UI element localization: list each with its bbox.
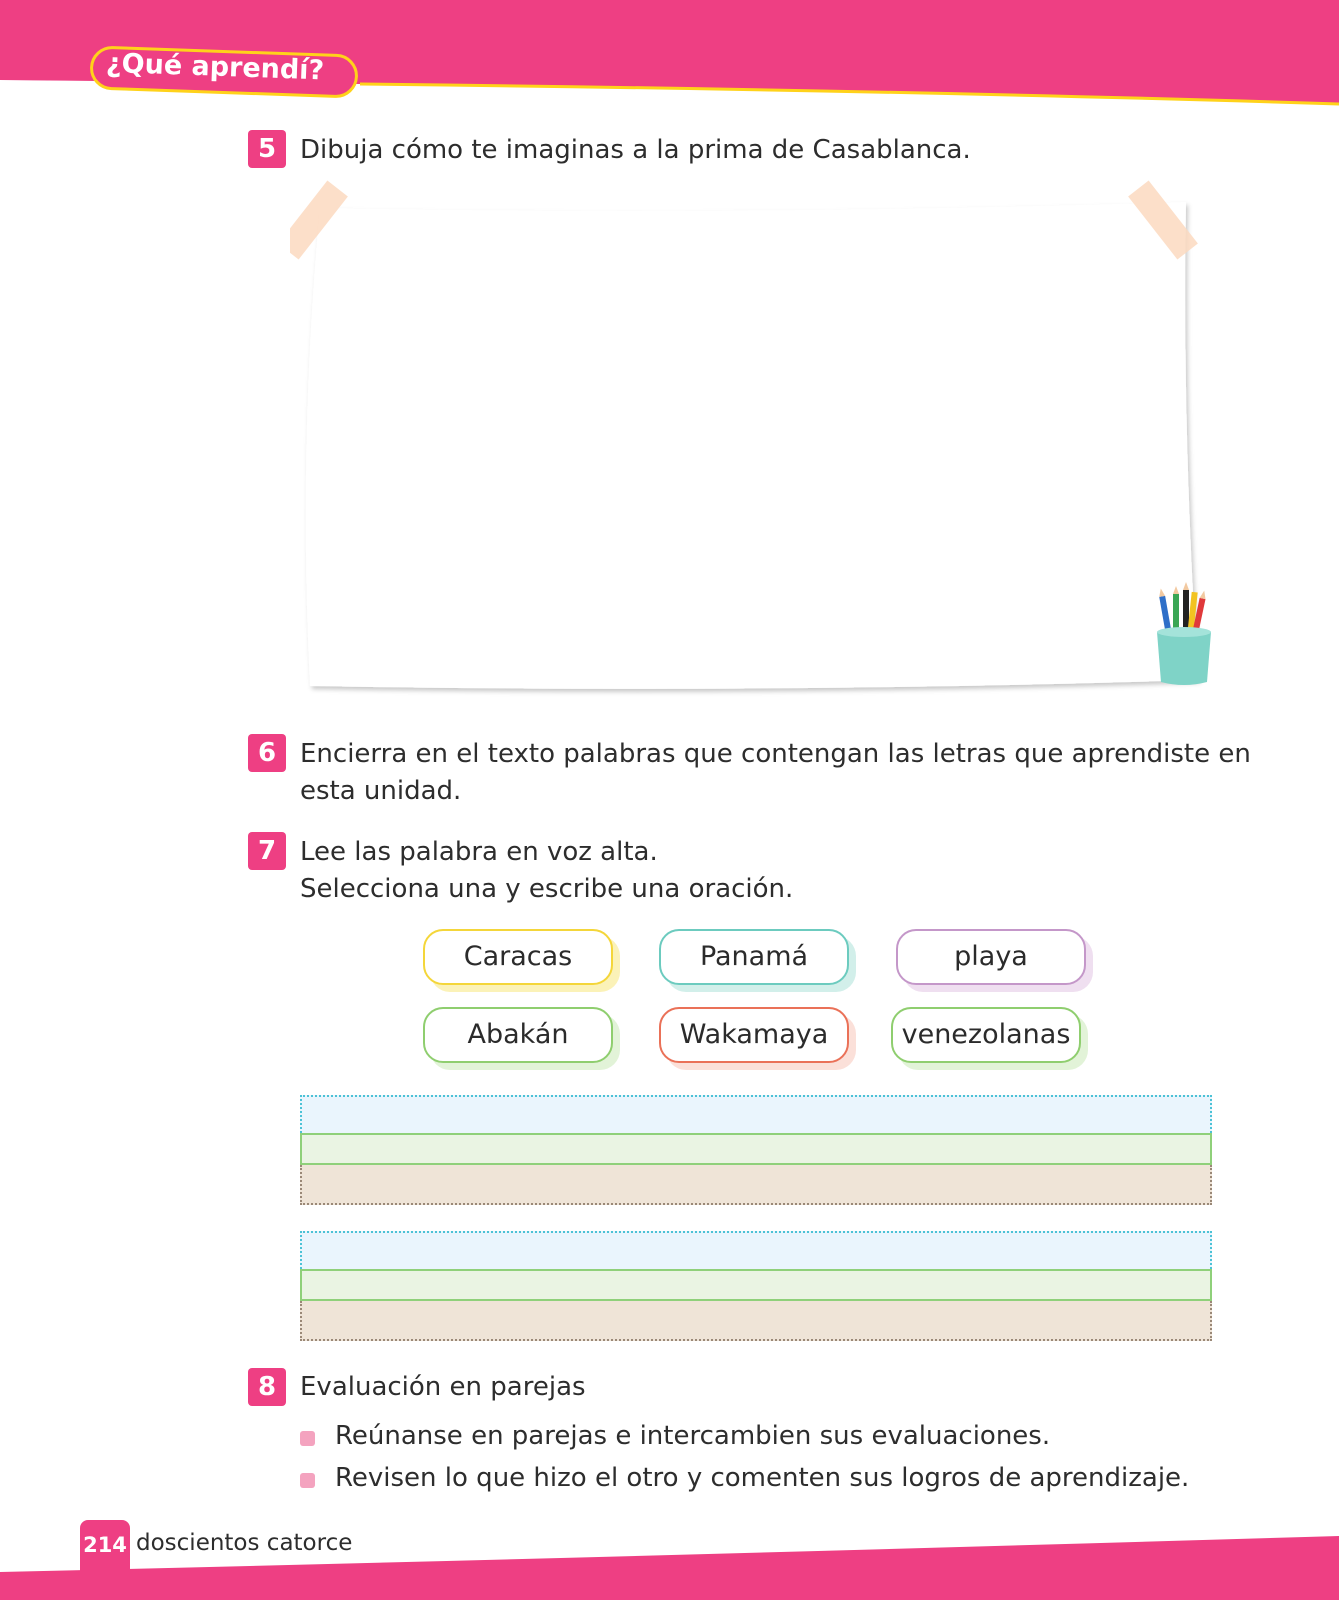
page-number-words: doscientos catorce — [136, 1530, 353, 1556]
colored-pencils-cup-icon — [1157, 582, 1211, 685]
activity-number-8: 8 — [248, 1368, 286, 1406]
writing-line-bottom-band — [300, 1165, 1212, 1205]
activity-number-7: 7 — [248, 832, 286, 870]
activity-6-instruction-line2: esta unidad. — [300, 776, 462, 806]
word-card-playa[interactable]: playa — [896, 929, 1086, 985]
bullet-icon — [300, 1473, 315, 1488]
word-card-wakamaya[interactable]: Wakamaya — [659, 1007, 849, 1063]
section-title-badge — [90, 47, 358, 92]
writing-line-top-band — [300, 1231, 1212, 1269]
page-number: 214 — [80, 1520, 130, 1572]
activity-8-title: Evaluación en parejas — [300, 1372, 586, 1402]
writing-line-1[interactable] — [300, 1095, 1212, 1205]
activity-5-instruction: Dibuja cómo te imaginas a la prima de Casablanca. — [300, 135, 971, 165]
activity-number-6: 6 — [248, 734, 286, 772]
activity-6-instruction-line1: Encierra en el texto palabras que contengan las letras que aprendiste en — [300, 739, 1251, 769]
activity-8-bullet-2: Revisen lo que hizo el otro y comenten sus logros de aprendizaje. — [335, 1463, 1190, 1493]
word-card-panama[interactable]: Panamá — [659, 929, 849, 985]
activity-8-bullet-1: Reúnanse en parejas e intercambien sus evaluaciones. — [335, 1421, 1051, 1451]
word-card-abakan[interactable]: Abakán — [423, 1007, 613, 1063]
activity-7-instruction-line2: Selecciona una y escribe una oración. — [300, 874, 794, 904]
word-card-venezolanas[interactable]: venezolanas — [891, 1007, 1081, 1063]
drawing-paper — [306, 202, 1198, 689]
writing-line-middle-band — [300, 1133, 1212, 1165]
writing-line-middle-band — [300, 1269, 1212, 1301]
word-card-caracas[interactable]: Caracas — [423, 929, 613, 985]
activity-number-5: 5 — [248, 130, 286, 168]
activity-7-instruction-line1: Lee las palabra en voz alta. — [300, 837, 658, 867]
drawing-area[interactable] — [290, 180, 1220, 710]
section-title: ¿Qué aprendí? — [105, 47, 325, 87]
bullet-icon — [300, 1431, 315, 1446]
writing-line-2[interactable] — [300, 1231, 1212, 1341]
writing-line-bottom-band — [300, 1301, 1212, 1341]
writing-line-top-band — [300, 1095, 1212, 1133]
